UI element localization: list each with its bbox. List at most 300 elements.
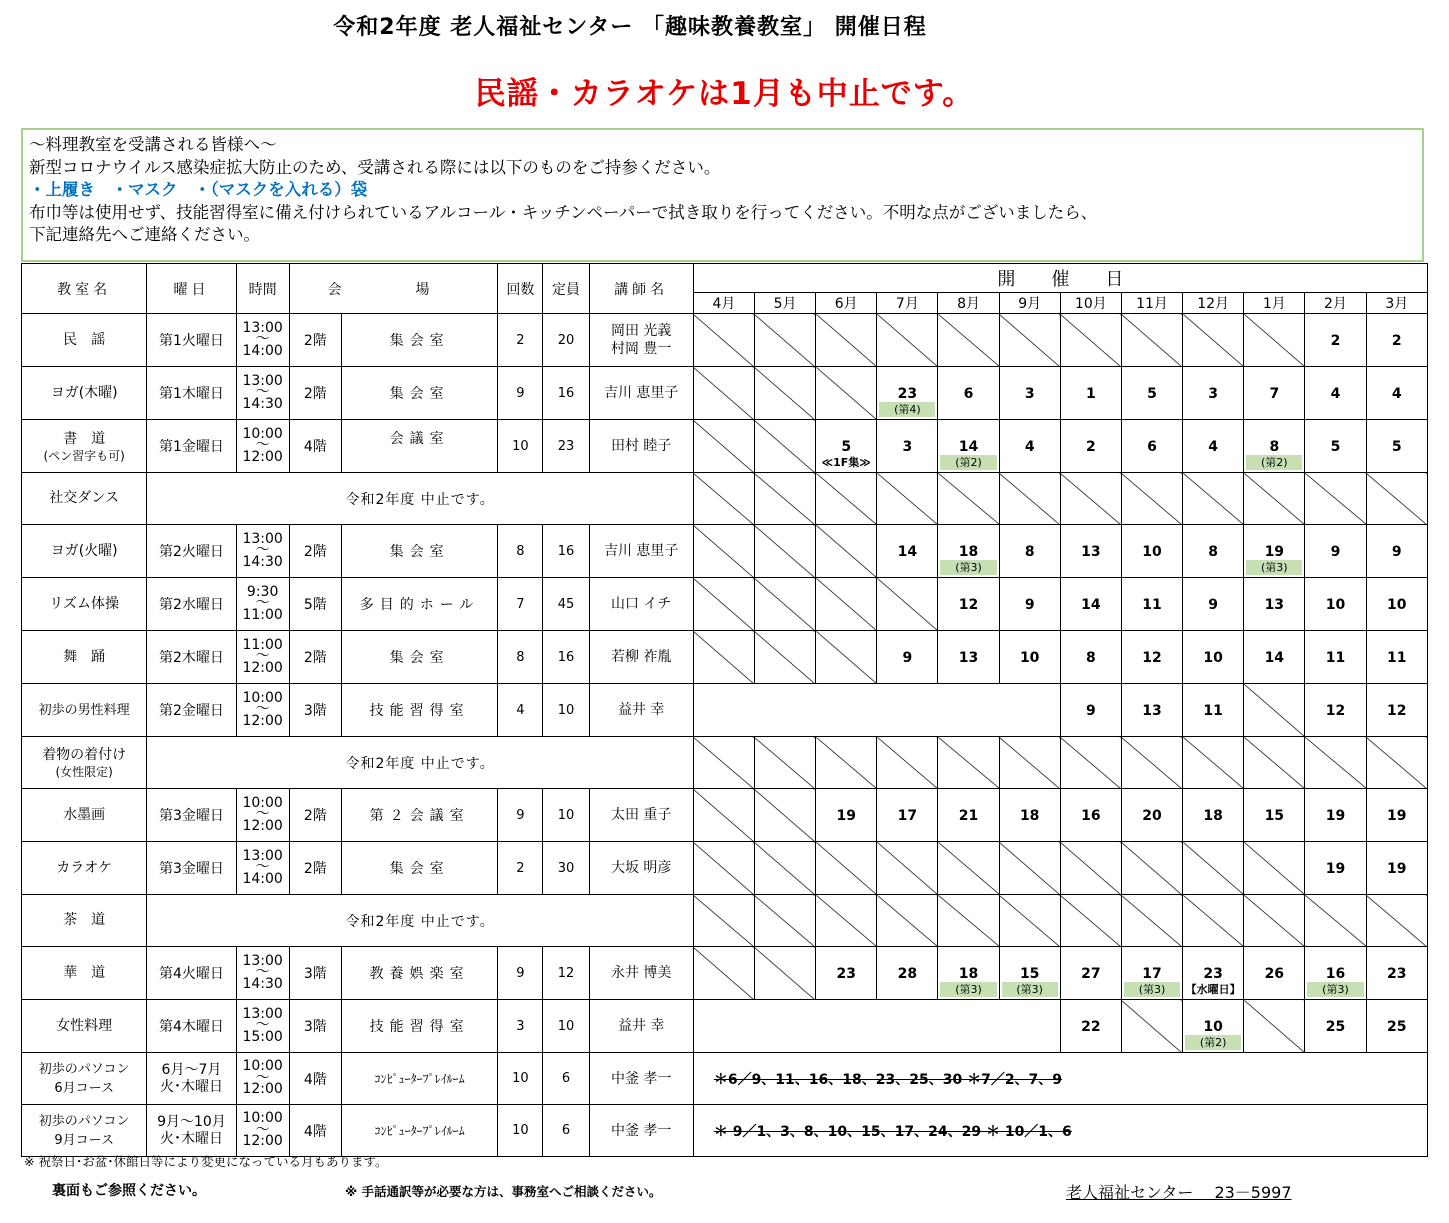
table-row [22, 737, 1428, 789]
class-name [22, 1105, 147, 1157]
month-header: 9月 [999, 293, 1060, 314]
end-time: 14:00 [242, 342, 283, 359]
date-cell-slashed [754, 842, 815, 895]
tilde: ～ [255, 1121, 270, 1138]
date-number: 12 [958, 597, 979, 613]
tilde: ～ [255, 384, 270, 401]
date-cell-slashed [1305, 737, 1366, 789]
date-cell [1121, 684, 1182, 737]
info-line: 新型コロナウイルス感染症拡大防止のため、受講される際には以下のものをご持参ください。 [29, 157, 721, 177]
date-cell-slashed [999, 737, 1060, 789]
date-cell-slashed [693, 947, 754, 1000]
floor: 2階 [289, 314, 341, 367]
weekday: 第2金曜日 [147, 684, 236, 737]
end-time: 15:00 [242, 1028, 283, 1045]
date-cell-slashed [816, 842, 877, 895]
room: 多目的ホール [341, 578, 497, 631]
floor: 2階 [289, 842, 341, 895]
date-cell-slashed [1121, 737, 1182, 789]
date-cell-slashed [938, 473, 999, 525]
date-cell [877, 789, 938, 842]
session-count: 9 [498, 947, 543, 1000]
tilde: ～ [255, 542, 270, 559]
capacity: 16 [543, 525, 589, 578]
class-name [22, 578, 147, 631]
date-cell [938, 525, 999, 578]
end-time: 12:00 [242, 448, 283, 465]
date-number: 1 [1085, 386, 1096, 402]
date-number: 13 [1264, 597, 1285, 613]
start-time: 10:00 [242, 794, 283, 811]
room: 集会室 [341, 314, 497, 367]
week-tag: (第2) [1185, 1035, 1241, 1050]
weekday-line: 9月～10月 [157, 1113, 226, 1130]
date-number: 7 [1269, 386, 1280, 402]
date-cell [1060, 684, 1121, 737]
date-number: 10 [1387, 597, 1407, 613]
floor: 2階 [289, 789, 341, 842]
date-cell-slashed [693, 420, 754, 473]
capacity: 45 [543, 578, 589, 631]
session-count: 10 [498, 420, 543, 473]
tilde: ～ [255, 331, 270, 348]
end-time: 12:00 [242, 659, 283, 676]
table-row [22, 420, 1428, 473]
date-cell [999, 947, 1060, 1000]
table-row [22, 473, 1428, 525]
date-cell [938, 789, 999, 842]
header-teacher: 講師名 [589, 264, 693, 314]
date-cell [1305, 314, 1366, 367]
date-number: 11 [1387, 650, 1407, 666]
date-cell-slashed [1366, 473, 1427, 525]
date-cell [1060, 578, 1121, 631]
class-name-sub: (女性限定) [55, 765, 113, 779]
floor: 4階 [289, 420, 341, 473]
date-cell [1060, 947, 1121, 1000]
weekday-line: 6月～7月 [161, 1061, 222, 1078]
weekday: 第2水曜日 [147, 578, 236, 631]
date-cell [877, 420, 938, 473]
date-cell-slashed [693, 789, 754, 842]
date-number: 15 [1019, 966, 1040, 982]
date-number: 9 [1208, 597, 1219, 613]
floor: 2階 [289, 631, 341, 684]
teacher: 中釜 孝一 [589, 1105, 693, 1157]
room: 集会室 [341, 525, 497, 578]
date-cell [1183, 420, 1244, 473]
start-time: 13:00 [242, 847, 283, 864]
date-cell [877, 947, 938, 1000]
class-name [22, 947, 147, 1000]
info-line: ～料理教室を受講される皆様へ～ [29, 135, 277, 154]
date-number: 3 [1208, 386, 1219, 402]
date-cell [1305, 947, 1366, 1000]
table-row [22, 1105, 1428, 1157]
date-cell-slashed [1183, 314, 1244, 367]
date-cell [1366, 684, 1427, 737]
date-cell [877, 525, 938, 578]
date-number: 20 [1142, 808, 1162, 824]
weekday-line: 火･木曜日 [159, 1130, 223, 1147]
table-row [22, 947, 1428, 1000]
date-cell-slashed [1060, 737, 1121, 789]
date-number: 5 [1147, 386, 1157, 402]
start-time: 11:00 [242, 636, 283, 653]
time-range [236, 367, 289, 420]
week-tag: ≪1F集≫ [821, 456, 871, 469]
room: 第２会議室 [341, 789, 497, 842]
date-number: 4 [1208, 439, 1219, 455]
month-header: 3月 [1366, 293, 1427, 314]
week-tag: (第2) [940, 455, 996, 470]
start-time: 13:00 [242, 952, 283, 969]
end-time: 14:30 [242, 553, 283, 570]
table-row [22, 578, 1428, 631]
class-name [22, 684, 147, 737]
date-cell [1305, 842, 1366, 895]
date-cell-slashed [1121, 473, 1182, 525]
date-cell-slashed [816, 737, 877, 789]
tilde: ～ [255, 859, 270, 876]
date-number: 25 [1387, 1019, 1407, 1035]
class-name-text: ヨガ(木曜) [50, 384, 118, 401]
cancel-notice: 民謡・カラオケは1月も中止です。 [474, 76, 975, 112]
tilde: ～ [255, 806, 270, 823]
date-cell-slashed [1305, 473, 1366, 525]
date-number: 23 [1203, 966, 1223, 982]
date-cell-slashed [877, 842, 938, 895]
date-number: 3 [902, 439, 913, 455]
date-number: 23 [897, 386, 918, 402]
teacher-name: 村岡 豊一 [610, 341, 672, 357]
date-cell [1060, 789, 1121, 842]
date-cell [816, 947, 877, 1000]
capacity: 23 [543, 420, 589, 473]
date-number: 11 [1142, 597, 1162, 613]
date-cell [999, 420, 1060, 473]
date-number: 10 [1142, 544, 1162, 560]
date-cell-empty [693, 684, 1060, 737]
table-row [22, 525, 1428, 578]
class-name-text: 書 道 [63, 430, 106, 447]
date-cell-slashed [693, 578, 754, 631]
month-header: 7月 [877, 293, 938, 314]
date-cell [1366, 789, 1427, 842]
date-number: 14 [897, 544, 918, 560]
date-number: 13 [958, 650, 979, 666]
date-number: 10 [1203, 1019, 1223, 1035]
date-number: 15 [1264, 808, 1285, 824]
start-time: 13:00 [242, 372, 283, 389]
date-cell [1183, 631, 1244, 684]
date-number: 9 [1085, 703, 1096, 719]
time-range [236, 420, 289, 473]
date-cell [1366, 578, 1427, 631]
date-cell [999, 789, 1060, 842]
date-cell [816, 789, 877, 842]
date-cell [938, 578, 999, 631]
time-range [236, 789, 289, 842]
class-name-text: 華 道 [63, 964, 106, 981]
week-tag: (第3) [1307, 982, 1363, 997]
date-number: 14 [958, 439, 979, 455]
time-range [236, 842, 289, 895]
date-cell-slashed [877, 473, 938, 525]
date-cell [1183, 367, 1244, 420]
date-number: 8 [1269, 439, 1280, 455]
cooking-class-info-box [21, 128, 1424, 262]
date-cell-slashed [1244, 684, 1305, 737]
date-number: 9 [902, 650, 913, 666]
date-number: 11 [1203, 703, 1223, 719]
date-number: 17 [1142, 966, 1162, 982]
date-cell [1244, 525, 1305, 578]
class-name [22, 1000, 147, 1053]
week-tag: (第4) [879, 402, 935, 417]
class-name [22, 1053, 147, 1105]
date-cell [1121, 947, 1182, 1000]
teacher: 大坂 明彦 [589, 842, 693, 895]
month-header: 8月 [938, 293, 999, 314]
weekday: 第1金曜日 [147, 420, 236, 473]
floor: 4階 [289, 1053, 341, 1105]
time-range [236, 1105, 289, 1157]
class-name [22, 473, 147, 525]
date-cell [999, 578, 1060, 631]
capacity: 20 [543, 314, 589, 367]
teacher: 中釜 孝一 [589, 1053, 693, 1105]
class-name-text: 初歩の男性料理 [38, 702, 130, 718]
date-cell-slashed [693, 525, 754, 578]
date-cell [1305, 789, 1366, 842]
month-header: 10月 [1060, 293, 1121, 314]
class-name-text: ヨガ(火曜) [50, 542, 118, 559]
date-cell [1305, 684, 1366, 737]
date-cell-slashed [938, 895, 999, 947]
date-cell-slashed [693, 367, 754, 420]
date-cell-slashed [693, 631, 754, 684]
start-time: 10:00 [242, 1058, 283, 1075]
teacher: 吉川 恵里子 [589, 525, 693, 578]
date-number: 8 [1208, 544, 1219, 560]
week-tag: (第2) [1246, 455, 1302, 470]
date-cell-slashed [1121, 314, 1182, 367]
date-number: 4 [1024, 439, 1035, 455]
date-cell-slashed [754, 895, 815, 947]
teacher-name: 岡田 光義 [610, 323, 672, 339]
table-row [22, 631, 1428, 684]
date-cell [1244, 367, 1305, 420]
table-row [22, 314, 1428, 367]
footnote-see-back: 裏面もご参照ください。 [52, 1183, 206, 1199]
info-line: 布巾等は使用せず、技能習得室に備え付けられているアルコール・キッチンペーパーで拭き取りを行ってください。不明な点がございましたら、 [29, 202, 1098, 222]
date-cell-slashed [877, 314, 938, 367]
footnote-holidays: ※ 祝祭日･お盆･休館日等により変更になっている月もあります。 [24, 1154, 388, 1169]
date-number: 2 [1391, 333, 1402, 349]
date-number: 9 [1024, 597, 1035, 613]
date-cell [1366, 314, 1427, 367]
date-number: 5 [1330, 439, 1341, 455]
teacher: 山口 イチ [589, 578, 693, 631]
date-cell [1121, 789, 1182, 842]
date-number: 23 [836, 966, 856, 982]
session-count: 3 [498, 1000, 543, 1053]
teacher: 吉川 恵里子 [589, 367, 693, 420]
date-cell-slashed [1244, 1000, 1305, 1053]
header-count: 回数 [498, 264, 543, 314]
date-number: 21 [958, 808, 979, 824]
date-cell-slashed [1183, 842, 1244, 895]
date-number: 13 [1081, 544, 1101, 560]
time-range [236, 314, 289, 367]
class-name [22, 895, 147, 947]
tilde: ～ [255, 1069, 270, 1086]
class-name-text: リズム体操 [49, 595, 120, 612]
date-cell [1183, 684, 1244, 737]
cancel-message: 令和2年度 中止です。 [147, 895, 693, 947]
date-cell [1183, 789, 1244, 842]
weekday: 第4火曜日 [147, 947, 236, 1000]
tilde: ～ [255, 437, 270, 454]
date-cell-slashed [754, 789, 815, 842]
time-range [236, 947, 289, 1000]
date-cell-slashed [1183, 895, 1244, 947]
date-cell [1366, 1000, 1427, 1053]
time-range [236, 1053, 289, 1105]
date-number: 12 [1387, 703, 1407, 719]
date-cell-slashed [754, 631, 815, 684]
date-cell-slashed [816, 473, 877, 525]
date-cell-slashed [1121, 895, 1182, 947]
class-name [22, 789, 147, 842]
class-name-text: カラオケ [56, 859, 113, 876]
date-cell-slashed [1183, 473, 1244, 525]
date-cell-slashed [1183, 737, 1244, 789]
date-cell [1305, 525, 1366, 578]
date-cell-slashed [1060, 895, 1121, 947]
date-cell-slashed [1305, 895, 1366, 947]
weekday: 第3金曜日 [147, 789, 236, 842]
capacity: 10 [543, 684, 589, 737]
start-time: 10:00 [242, 1110, 283, 1127]
header-capacity: 定員 [543, 264, 589, 314]
floor: 3階 [289, 684, 341, 737]
date-cell-slashed [693, 842, 754, 895]
date-cell-slashed [693, 473, 754, 525]
date-number: 19 [1264, 544, 1285, 560]
date-cell [1060, 420, 1121, 473]
table-row [22, 895, 1428, 947]
teacher: 太田 重子 [589, 789, 693, 842]
week-tag: (第3) [1246, 560, 1302, 575]
date-number: 10 [1325, 597, 1346, 613]
date-cell [1060, 1000, 1121, 1053]
table-row [22, 842, 1428, 895]
date-number: 27 [1081, 966, 1101, 982]
date-cell [1366, 842, 1427, 895]
month-header: 5月 [754, 293, 815, 314]
date-number: 2 [1085, 439, 1096, 455]
date-cell-slashed [693, 314, 754, 367]
date-number: 6 [963, 386, 974, 402]
class-name-text: 着物の着付け [42, 747, 127, 763]
header-class-name: 教室名 [22, 264, 147, 314]
date-cell [999, 525, 1060, 578]
tilde: ～ [255, 701, 270, 718]
class-name-line: 初歩のパソコン [38, 1113, 130, 1129]
month-header: 1月 [1244, 293, 1305, 314]
session-count: 8 [498, 525, 543, 578]
date-cell [938, 947, 999, 1000]
date-number: 19 [1387, 808, 1407, 824]
date-cell-slashed [999, 842, 1060, 895]
cancel-message: 令和2年度 中止です。 [147, 473, 693, 525]
tilde: ～ [255, 964, 270, 981]
session-count: 4 [498, 684, 543, 737]
end-time: 12:00 [242, 817, 283, 834]
session-count: 7 [498, 578, 543, 631]
weekday: 第1火曜日 [147, 314, 236, 367]
class-name [22, 842, 147, 895]
session-count: 8 [498, 631, 543, 684]
capacity: 6 [543, 1053, 589, 1105]
date-cell-slashed [816, 367, 877, 420]
date-cell [1244, 947, 1305, 1000]
date-cell [1183, 525, 1244, 578]
date-number: 12 [1325, 703, 1346, 719]
date-number: 14 [1081, 597, 1101, 613]
date-cell-slashed [877, 737, 938, 789]
teacher: 若柳 祚胤 [589, 631, 693, 684]
date-cell [1183, 1000, 1244, 1053]
date-cell [1121, 631, 1182, 684]
date-number: 18 [1019, 808, 1040, 824]
date-cell-slashed [754, 578, 815, 631]
date-cell [1305, 578, 1366, 631]
date-cell-slashed [816, 314, 877, 367]
table-row [22, 684, 1428, 737]
date-cell-slashed [938, 842, 999, 895]
weekday [147, 1105, 236, 1157]
date-cell [938, 367, 999, 420]
date-number: 3 [1024, 386, 1035, 402]
session-count: 10 [498, 1053, 543, 1105]
date-cell-slashed [877, 895, 938, 947]
table-row [22, 789, 1428, 842]
date-number: 11 [1325, 650, 1346, 666]
tilde: ～ [255, 595, 270, 612]
date-cell [1121, 578, 1182, 631]
week-tag: 【水曜日】 [1185, 983, 1241, 996]
date-cell [816, 420, 877, 473]
time-range [236, 578, 289, 631]
start-time: 9:30 [246, 583, 279, 600]
end-time: 14:30 [242, 395, 283, 412]
date-cell-slashed [754, 420, 815, 473]
weekday: 第4木曜日 [147, 1000, 236, 1053]
table-row [22, 367, 1428, 420]
date-number: 8 [1024, 544, 1035, 560]
date-number: 4 [1391, 386, 1402, 402]
date-number: 6 [1147, 439, 1157, 455]
room: ｺﾝﾋﾟｭｰﾀｰﾌﾟﾚｲﾙｰﾑ [341, 1053, 497, 1105]
date-cell [1060, 631, 1121, 684]
date-number: 5 [841, 439, 852, 455]
teacher: 永井 博美 [589, 947, 693, 1000]
capacity: 6 [543, 1105, 589, 1157]
class-name [22, 737, 147, 789]
